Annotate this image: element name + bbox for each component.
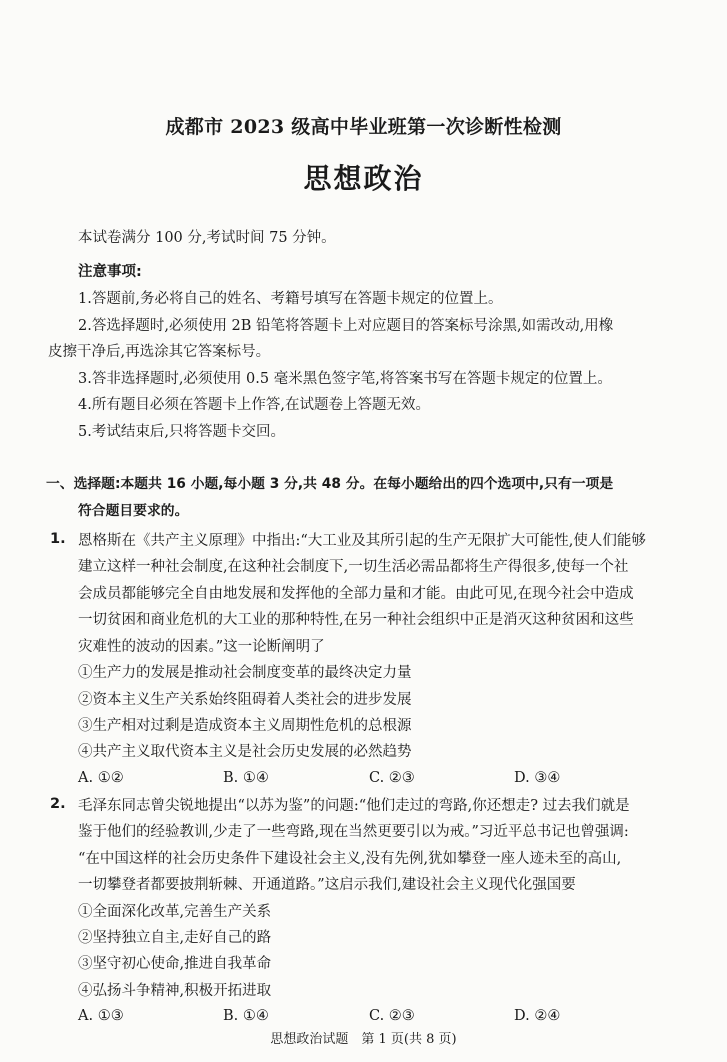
question-text: 一切攀登者都要披荆斩棘、开通道路。”这启示我们,建设社会主义现代化强国要 [78, 877, 576, 893]
statement: ③坚守初心使命,推进自我革命 [78, 956, 272, 972]
question-text: 恩格斯在《共产主义原理》中指出:“大工业及其所引起的生产无限扩大可能性,使人们能够 [78, 533, 646, 549]
statement: ④弘扬斗争精神,积极开拓进取 [78, 983, 272, 999]
intro-text: 本试卷满分 100 分,考试时间 75 分钟。 [78, 230, 336, 246]
subject-title: 思想政治 [303, 162, 424, 195]
notice-heading: 注意事项: [78, 264, 142, 280]
statement: ③生产相对过剩是造成资本主义周期性危机的总根源 [78, 718, 412, 734]
notice-item: 5.考试结束后,只将答题卡交回。 [78, 424, 285, 440]
statement: ②坚持独立自主,走好自己的路 [78, 930, 272, 946]
option-a: A. ①③ [78, 1008, 124, 1024]
question-text: 灾难性的波动的因素。”这一论断阐明了 [78, 639, 325, 655]
exam-title: 成都市 2023 级高中毕业班第一次诊断性检测 [165, 116, 562, 138]
question-number: 2. [50, 796, 66, 812]
section-heading: 一、选择题:本题共 16 小题,每小题 3 分,共 48 分。在每小题给出的四个选项中,只有一项是 [46, 476, 614, 492]
option-d: D. ③④ [514, 770, 561, 786]
notice-item: 1.答题前,务必将自己的姓名、考籍号填写在答题卡规定的位置上。 [78, 291, 503, 307]
question-text: 鉴于他们的经验教训,少走了一些弯路,现在当然更要引以为戒。”习近平总书记也曾强调: [78, 824, 629, 840]
statement: ②资本主义生产关系始终阻碍着人类社会的进步发展 [78, 692, 412, 708]
notice-item: 4.所有题目必须在答题卡上作答,在试题卷上答题无效。 [78, 397, 430, 413]
statement: ①生产力的发展是推动社会制度变革的最终决定力量 [78, 665, 412, 681]
question-text: 建立这样一种社会制度,在这种社会制度下,一切生活必需品都将生产得很多,使每一个社 [78, 559, 629, 575]
notice-item: 3.答非选择题时,必须使用 0.5 毫米黑色签字笔,将答案书写在答题卡规定的位置上。 [78, 371, 612, 387]
question-text: 一切贫困和商业危机的大工业的那种特性,在另一种社会组织中正是消灭这种贫困和这些 [78, 612, 634, 628]
option-b: B. ①④ [223, 770, 269, 786]
option-a: A. ①② [78, 770, 124, 786]
option-c: C. ②③ [369, 770, 415, 786]
statement: ④共产主义取代资本主义是社会历史发展的必然趋势 [78, 744, 412, 760]
question-text: “在中国这样的社会历史条件下建设社会主义,没有先例,犹如攀登一座人迹未至的高山, [78, 851, 622, 867]
notice-item: 2.答选择题时,必须使用 2B 铅笔将答题卡上对应题目的答案标号涂黑,如需改动,用橡 [78, 318, 614, 334]
question-text: 会成员都能够完全自由地发展和发挥他的全部力量和才能。由此可见,在现今社会中造成 [78, 586, 634, 602]
question-number: 1. [50, 531, 66, 547]
notice-item: 皮擦干净后,再选涂其它答案标号。 [48, 344, 271, 360]
option-c: C. ②③ [369, 1008, 415, 1024]
question-text: 毛泽东同志曾尖锐地提出“以苏为鉴”的问题:“他们走过的弯路,你还想走? 过去我们就是 [78, 798, 630, 814]
page-footer: 思想政治试题 第 1 页(共 8 页) [270, 1032, 457, 1047]
option-d: D. ②④ [514, 1008, 561, 1024]
section-heading-cont: 符合题目要求的。 [78, 503, 189, 519]
option-b: B. ①④ [223, 1008, 269, 1024]
statement: ①全面深化改革,完善生产关系 [78, 904, 272, 920]
